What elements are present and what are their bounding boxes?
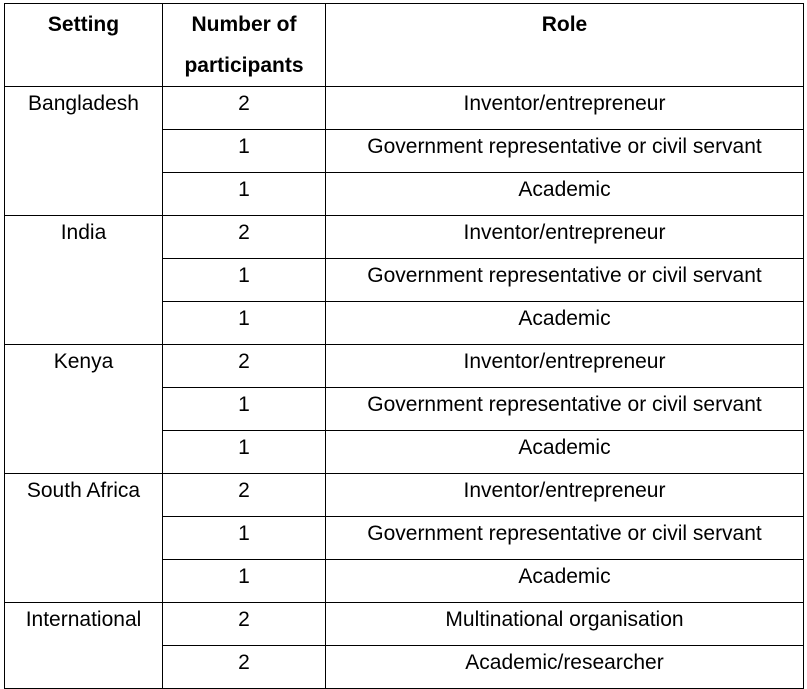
participants-table: [4, 3, 804, 689]
count-cell: 1: [163, 560, 326, 603]
count-cell: 2: [163, 345, 326, 388]
count-cell: 1: [163, 302, 326, 345]
role-cell: Inventor/entrepreneur: [326, 216, 804, 259]
role-cell: Academic: [326, 173, 804, 216]
header-setting: Setting: [5, 4, 163, 87]
header-role: Role: [326, 4, 804, 87]
count-cell: 2: [163, 603, 326, 646]
count-cell: 2: [163, 87, 326, 130]
header-participants-line2: participants: [184, 54, 304, 77]
role-cell: Multinational organisation: [326, 603, 804, 646]
role-cell: Academic: [326, 431, 804, 474]
table-row: [5, 603, 804, 646]
count-cell: 1: [163, 388, 326, 431]
table-row: [5, 345, 804, 388]
count-cell: 2: [163, 646, 326, 689]
count-cell: 1: [163, 517, 326, 560]
role-cell: Government representative or civil servant: [326, 130, 804, 173]
role-cell: Government representative or civil servant: [326, 517, 804, 560]
setting-cell: International: [5, 603, 163, 689]
count-cell: 2: [163, 474, 326, 517]
setting-cell: Kenya: [5, 345, 163, 474]
count-cell: 1: [163, 259, 326, 302]
table-row: [5, 216, 804, 259]
count-cell: 1: [163, 431, 326, 474]
count-cell: 2: [163, 216, 326, 259]
table-header-row: [5, 4, 804, 87]
header-participants-line1: Number of: [191, 13, 297, 36]
count-cell: 1: [163, 173, 326, 216]
role-cell: Academic: [326, 560, 804, 603]
table-row: [5, 474, 804, 517]
role-cell: Government representative or civil servant: [326, 259, 804, 302]
header-number-of-participants: [163, 4, 326, 87]
role-cell: Inventor/entrepreneur: [326, 345, 804, 388]
role-cell: Inventor/entrepreneur: [326, 474, 804, 517]
setting-cell: South Africa: [5, 474, 163, 603]
role-cell: Inventor/entrepreneur: [326, 87, 804, 130]
table-row: [5, 87, 804, 130]
role-cell: Academic/researcher: [326, 646, 804, 689]
role-cell: Government representative or civil servant: [326, 388, 804, 431]
role-cell: Academic: [326, 302, 804, 345]
setting-cell: Bangladesh: [5, 87, 163, 216]
count-cell: 1: [163, 130, 326, 173]
setting-cell: India: [5, 216, 163, 345]
